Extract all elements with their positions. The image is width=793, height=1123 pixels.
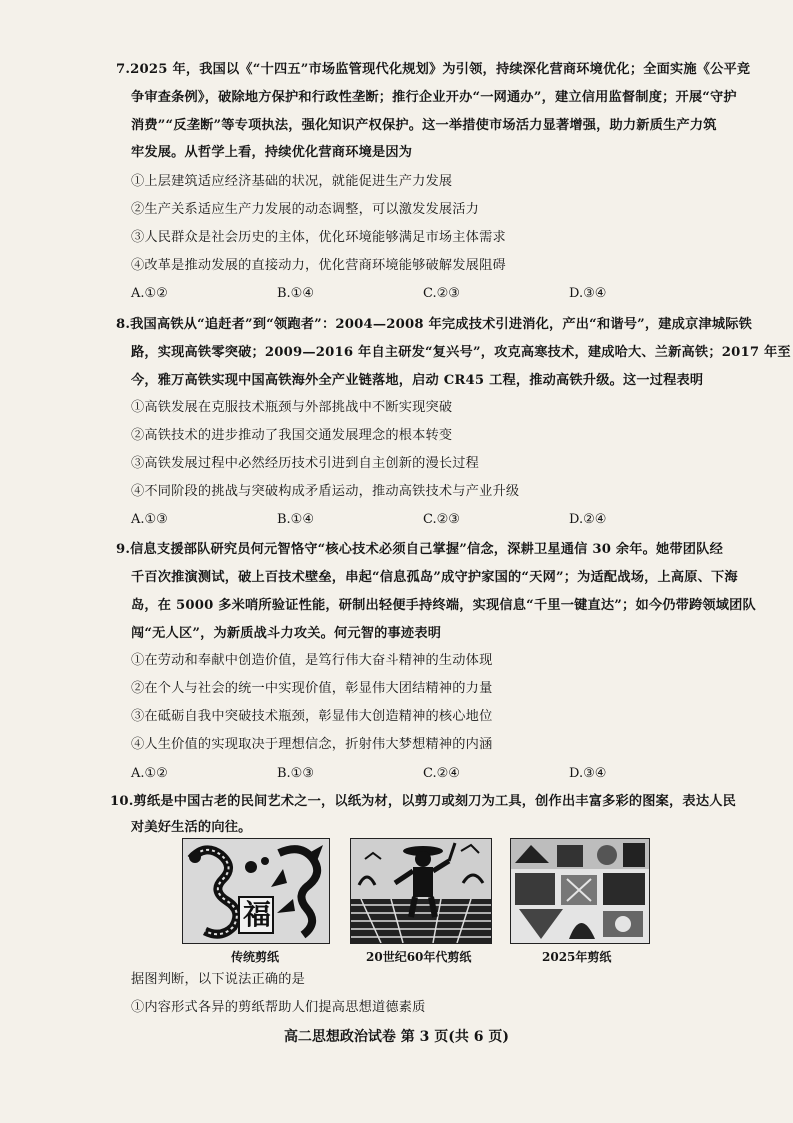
question-9-line-4: 闯“无人区”，为新质战斗力攻关。何元智的事迹表明 xyxy=(131,626,442,641)
question-7-statement-2: ②生产关系适应生产力发展的动态调整，可以激发发展活力 xyxy=(131,202,480,217)
caption-traditional: 传统剪纸 xyxy=(231,950,280,964)
fu-character: 福 xyxy=(242,898,271,931)
caption-1960s: 20世纪60年代剪纸 xyxy=(366,950,472,964)
question-7-option-b: B.①④ xyxy=(277,286,314,301)
traditional-papercut-image xyxy=(182,838,330,944)
question-8-statement-4: ④不同阶段的挑战与突破构成矛盾运动，推动高铁技术与产业升级 xyxy=(131,484,520,499)
question-9-statement-3: ③在砥砺自我中突破技术瓶颈，彰显伟大创造精神的核心地位 xyxy=(131,709,493,724)
question-9-line-2: 千百次推演测试，破上百技术壁垒，串起“信息孤岛”成守护家国的“天网”；为适配战场，上高原、下海 xyxy=(131,570,738,585)
question-10-line-2: 对美好生活的向往。 xyxy=(131,820,252,835)
page-footer: 高二思想政治试卷 第 3 页(共 6 页) xyxy=(283,1029,510,1045)
question-7-line-4: 牢发展。从哲学上看，持续优化营商环境是因为 xyxy=(131,145,413,160)
question-10-line-1: 10.剪纸是中国古老的民间艺术之一，以纸为材，以剪刀或刻刀为工具，创作出丰富多彩的图案，表达人民 xyxy=(110,794,736,809)
question-7-statement-3: ③人民群众是社会历史的主体，优化环境能够满足市场主体需求 xyxy=(131,230,506,245)
question-8-line-2: 路，实现高铁零突破；2009—2016 年自主研发“复兴号”，攻克高寒技术，建成哈大、兰新高铁；2017 年至 xyxy=(131,345,791,360)
question-9-statement-2: ②在个人与社会的统一中实现价值，彰显伟大团结精神的力量 xyxy=(131,681,493,696)
question-7-option-c: C.②③ xyxy=(423,286,460,301)
question-9-option-c: C.②④ xyxy=(423,766,460,781)
question-7-line-1: 7.2025 年，我国以《“十四五”市场监管现代化规划》为引领，持续深化营商环境优化；全面实施《公平竞 xyxy=(116,62,751,77)
question-7-statement-4: ④改革是推动发展的直接动力，优化营商环境能够破解发展阻碍 xyxy=(131,258,506,273)
question-7-statement-1: ①上层建筑适应经济基础的状况，就能促进生产力发展 xyxy=(131,174,453,189)
question-9-statement-4: ④人生价值的实现取决于理想信念，折射伟大梦想精神的内涵 xyxy=(131,737,493,752)
caption-2025: 2025年剪纸 xyxy=(542,950,612,964)
question-10-prompt: 据图判断，以下说法正确的是 xyxy=(131,972,306,987)
question-9-line-3: 岛，在 5000 多米哨所验证性能，研制出轻便手持终端，实现信息“千里一键直达”；如今仍带跨领域团队 xyxy=(131,598,756,613)
1960s-papercut-image xyxy=(350,838,492,944)
question-9-option-b: B.①③ xyxy=(277,766,314,781)
question-7-line-2: 争审查条例》，破除地方保护和行政性垄断；推行企业开办“一网通办”，建立信用监督制度；开展“守护 xyxy=(131,90,737,105)
question-8-line-3: 今，雅万高铁实现中国高铁海外全产业链落地，启动 CR45 工程，推动高铁升级。这一过程表明 xyxy=(131,373,704,388)
question-7-line-3: 消费”“反垄断”等专项执法，强化知识产权保护。这一举措使市场活力显著增强，助力新质生产力筑 xyxy=(131,118,717,133)
question-8-statement-2: ②高铁技术的进步推动了我国交通发展理念的根本转变 xyxy=(131,428,453,443)
question-9-option-d: D.③④ xyxy=(569,766,607,781)
question-9-option-a: A.①② xyxy=(131,766,168,781)
question-8-option-b: B.①④ xyxy=(277,512,314,527)
question-7-option-a: A.①② xyxy=(131,286,168,301)
question-8-option-c: C.②③ xyxy=(423,512,460,527)
question-9-line-1: 9.信息支援部队研究员何元智恪守“核心技术必须自己掌握”信念，深耕卫星通信 30 余年。她带团队经 xyxy=(116,542,723,557)
question-9-statement-1: ①在劳动和奉献中创造价值，是笃行伟大奋斗精神的生动体现 xyxy=(131,653,493,668)
question-8-statement-1: ①高铁发展在克服技术瓶颈与外部挑战中不断实现突破 xyxy=(131,400,453,415)
question-10-statement-1: ①内容形式各异的剪纸帮助人们提高思想道德素质 xyxy=(131,1000,426,1015)
question-8-statement-3: ③高铁发展过程中必然经历技术引进到自主创新的漫长过程 xyxy=(131,456,480,471)
question-8-line-1: 8.我国高铁从“追赶者”到“领跑者”：2004—2008 年完成技术引进消化，产出“和谐号”，建成京津城际铁 xyxy=(116,317,753,332)
question-7-option-d: D.③④ xyxy=(569,286,607,301)
question-8-option-d: D.②④ xyxy=(569,512,607,527)
2025-papercut-image xyxy=(510,838,650,944)
question-8-option-a: A.①③ xyxy=(131,512,168,527)
